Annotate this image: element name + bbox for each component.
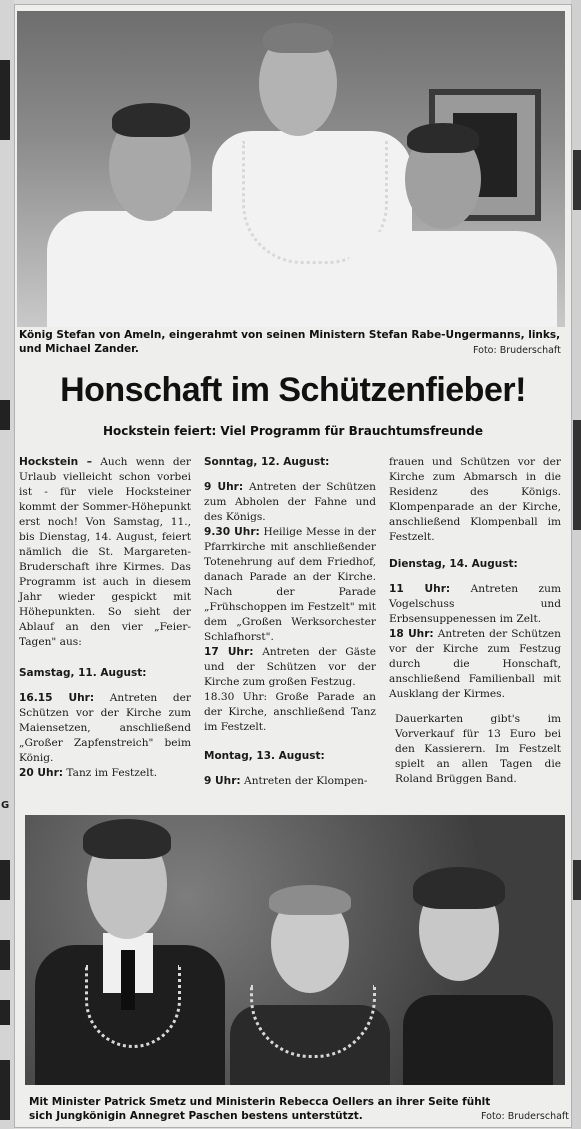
event-item: 9 Uhr: Antreten der Schützen zum Abholen der Fahne und des Königs. <box>204 481 377 523</box>
right-page-margin <box>571 0 581 1129</box>
bottom-photo-credit: Foto: Bruderschaft <box>481 1111 569 1122</box>
event-item: 9.30 Uhr: Heilige Messe in der Pfarrkirche mit anschließender Totenehrung auf dem Friedhof, danach Parade an der Kirche. Nach der Parade „Frühschoppen im Festzelt" mit dem „Großen Werksorchester Schlafhorst". <box>204 526 377 643</box>
top-photo-schuetzenkoenig <box>17 11 565 327</box>
day-heading-monday: Montag, 13. August: <box>204 750 325 762</box>
intro-paragraph <box>19 455 191 650</box>
article-column-2 <box>204 455 376 789</box>
margin-letter: G <box>1 800 10 811</box>
event-item: 16.15 Uhr: Antreten der Schützen vor der Kirche zum Maiensetzen, anschließend „Großer Zapfenstreich" beim König. <box>19 692 191 764</box>
bottom-photo-jungkoenigin <box>25 815 565 1085</box>
top-photo-caption: König Stefan von Ameln, eingerahmt von seinen Ministern Stefan Rabe-Ungermanns, links, und Michael Zander. <box>19 329 561 355</box>
event-item: 18.30 Uhr: Große Parade an der Kirche, anschließend Tanz im Festzelt. <box>204 691 376 733</box>
left-page-margin <box>0 0 14 1129</box>
article-column-1 <box>19 455 191 781</box>
article-column-3 <box>389 455 561 787</box>
newspaper-article <box>14 4 572 1128</box>
ticket-note: Dauerkarten gibt's im Vorverkauf für 13 Euro bei den Kassierern. Im Festzelt spielt an allen Tagen die Roland Brüggen Band. <box>395 713 561 785</box>
event-item: 9 Uhr: Antreten der Klompen- <box>204 775 368 787</box>
day-heading-tuesday: Dienstag, 14. August: <box>389 558 518 570</box>
day-heading-saturday: Samstag, 11. August: <box>19 667 147 679</box>
article-headline: Honschaft im Schützenfieber! <box>60 371 526 409</box>
day-heading-sunday: Sonntag, 12. August: <box>204 456 330 468</box>
article-subheadline: Hockstein feiert: Viel Programm für Brauchtumsfreunde <box>102 424 484 438</box>
event-item: 20 Uhr: Tanz im Festzelt. <box>19 767 158 779</box>
bottom-photo-caption: Mit Minister Patrick Smetz und Ministerin Rebecca Oellers an ihrer Seite fühlt sich Jungkönigin Annegret Paschen bestens unterstützt. <box>29 1096 491 1122</box>
event-item: 17 Uhr: Antreten der Gäste und der Schützen vor der Kirche zum großen Festzug. <box>204 646 376 688</box>
intro-text: Auch wenn der Urlaub vielleicht schon vorbei ist - für viele Hocksteiner kommt der Sommer-Höhepunkt erst noch! Von Samstag, 11., bis Dienstag, 14. August, feiert nämlich die St. Margareten-Bruderschaft ihre Kirmes. Das Programm ist auch in diesem Jahr wieder gespickt mit Höhepunkten. So sieht der Ablauf an den vier „Feier-Tagen" aus: <box>19 456 191 648</box>
event-item: 11 Uhr: Antreten zum Vogelschuss und Erbsensuppenessen im Zelt. <box>389 583 561 625</box>
event-item: 18 Uhr: Antreten der Schützen vor der Kirche zum Festzug durch die Honschaft, anschließend Familienball mit Ausklang der Kirmes. <box>389 628 562 700</box>
continued-text: frauen und Schützen vor der Kirche zum Abmarsch in die Residenz des Königs. Klompenparade an der Kirche, anschließend Klompenball im Festzelt. <box>389 456 561 543</box>
top-photo-credit: Foto: Bruderschaft <box>473 345 561 356</box>
dateline: Hockstein – <box>19 456 93 468</box>
